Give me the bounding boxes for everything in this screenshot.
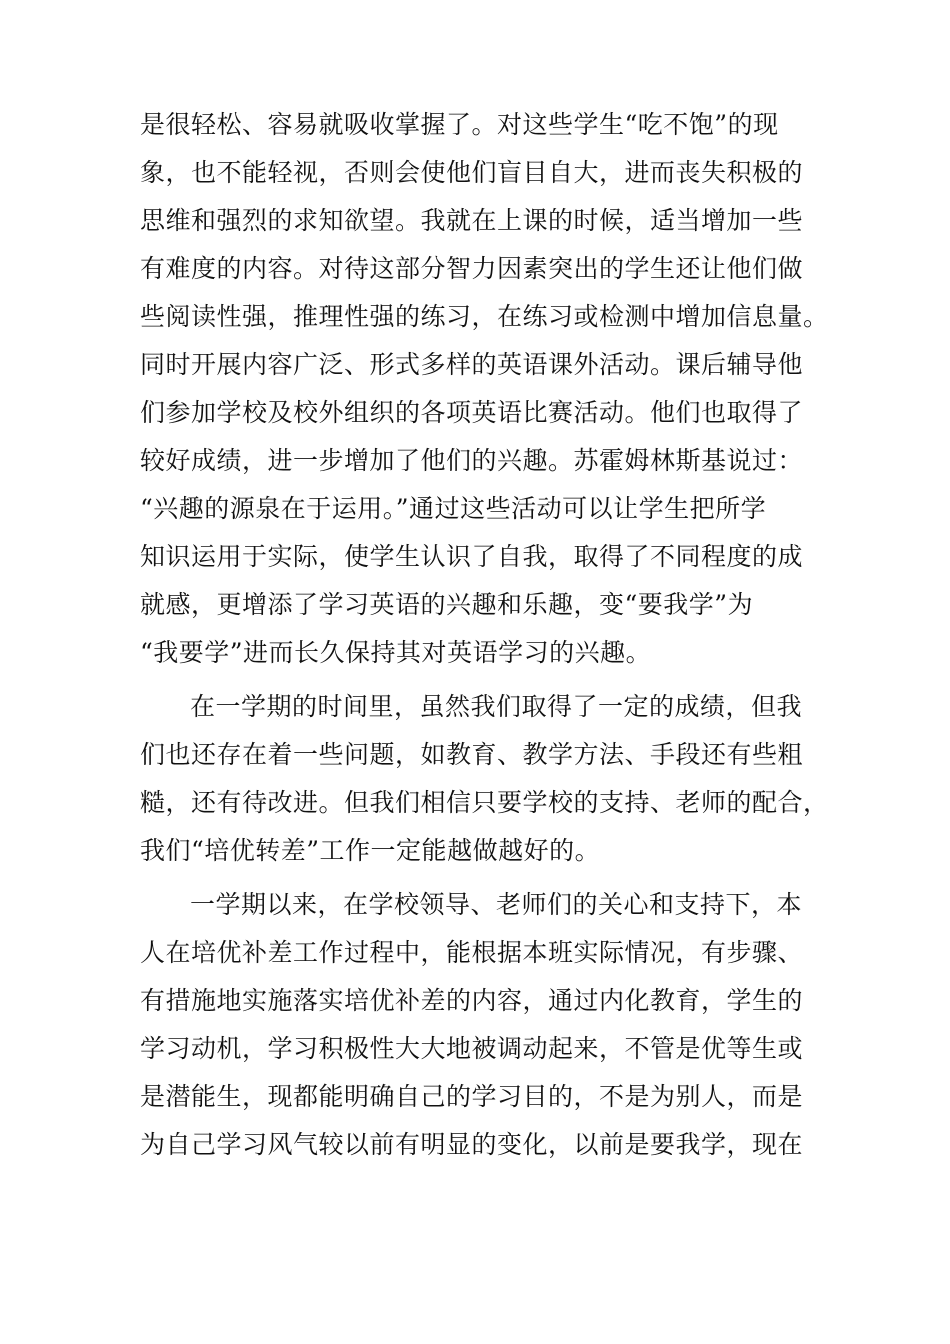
text-line: 们参加学校及校外组织的各项英语比赛活动。他们也取得了 (140, 398, 804, 427)
text-line: 是很轻松、容易就吸收掌握了。对这些学生“吃不饱”的现 (140, 110, 779, 139)
text-line: 同时开展内容广泛、形式多样的英语课外活动。课后辅导他 (140, 350, 804, 379)
text-line: 较好成绩，进一步增加了他们的兴趣。苏霍姆林斯基说过： (140, 446, 804, 475)
text-line: “我要学”进而长久保持其对英语学习的兴趣。 (140, 638, 652, 667)
text-line: 思维和强烈的求知欲望。我就在上课的时候，适当增加一些 (140, 206, 804, 235)
text-line: 为自己学习风气较以前有明显的变化，以前是要我学，现在 (140, 1130, 804, 1159)
text-line: 糙，还有待改进。但我们相信只要学校的支持、老师的配合， (140, 788, 829, 817)
text-line: 是潜能生，现都能明确自己的学习目的，不是为别人，而是 (140, 1082, 804, 1111)
paragraph-first-line: 在一学期的时间里，虽然我们取得了一定的成绩，但我 (190, 692, 803, 721)
text-line: 就感，更增添了学习英语的兴趣和乐趣，变“要我学”为 (140, 590, 754, 619)
text-line: 有难度的内容。对待这部分智力因素突出的学生还让他们做 (140, 254, 804, 283)
text-line: 象，也不能轻视，否则会使他们盲目自大，进而丧失积极的 (140, 158, 804, 187)
text-line: 学习动机，学习积极性大大地被调动起来，不管是优等生或 (140, 1034, 804, 1063)
text-line: 们也还存在着一些问题，如教育、教学方法、手段还有些粗 (140, 740, 804, 769)
text-line: 知识运用于实际，使学生认识了自我，取得了不同程度的成 (140, 542, 804, 571)
text-line: 人在培优补差工作过程中，能根据本班实际情况，有步骤、 (140, 938, 804, 967)
text-line: “兴趣的源泉在于运用。”通过这些活动可以让学生把所学 (140, 494, 767, 523)
text-line: 些阅读性强，推理性强的练习，在练习或检测中增加信息量。 (140, 302, 829, 331)
text-line: 我们“培优转差”工作一定能越做越好的。 (140, 836, 601, 865)
paragraph-first-line: 一学期以来，在学校领导、老师们的关心和支持下，本 (190, 890, 803, 919)
text-line: 有措施地实施落实培优补差的内容，通过内化教育，学生的 (140, 986, 804, 1015)
